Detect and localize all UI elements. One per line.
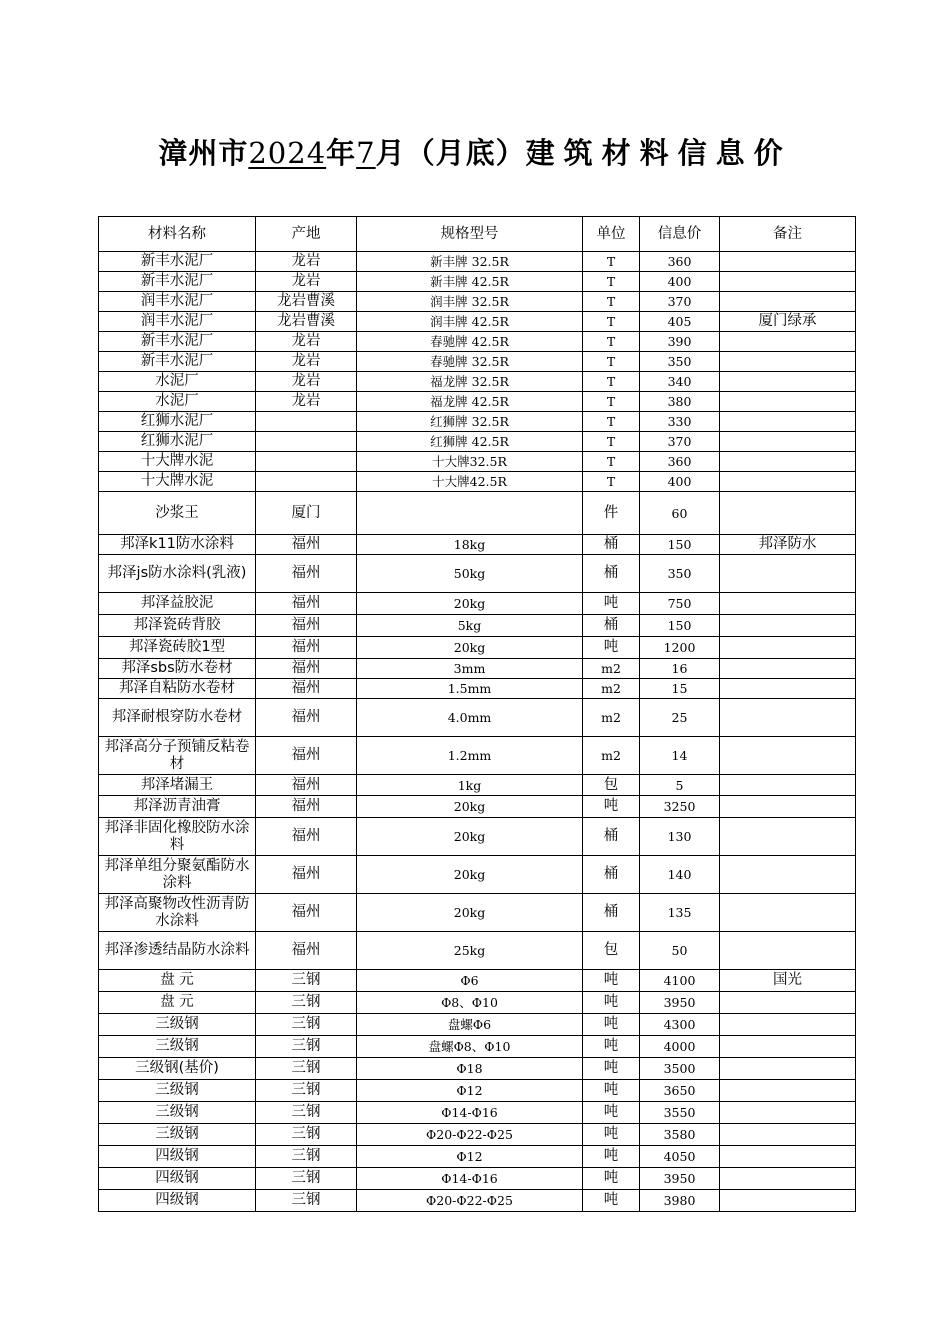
cell-unit: 吨 xyxy=(583,593,640,615)
cell-price: 3980 xyxy=(640,1190,720,1212)
cell-price: 350 xyxy=(640,555,720,593)
table-row xyxy=(99,292,856,312)
cell-spec: 20kg xyxy=(357,818,583,856)
cell-origin: 福州 xyxy=(256,637,357,659)
table-row xyxy=(99,272,856,292)
title-rest: 月（月底） xyxy=(375,136,526,170)
cell-note xyxy=(720,1036,856,1058)
table-row xyxy=(99,555,856,593)
table-row xyxy=(99,1124,856,1146)
cell-spec: 盘螺Φ8、Φ10 xyxy=(357,1036,583,1058)
cell-note xyxy=(720,472,856,492)
cell-spec: 盘螺Φ6 xyxy=(357,1014,583,1036)
cell-spec: Φ6 xyxy=(357,970,583,992)
cell-name: 三级钢(基价) xyxy=(99,1058,256,1080)
cell-note xyxy=(720,737,856,775)
cell-note xyxy=(720,432,856,452)
cell-unit: T xyxy=(583,332,640,352)
cell-unit: T xyxy=(583,432,640,452)
table-row xyxy=(99,970,856,992)
cell-name: 盘 元 xyxy=(99,970,256,992)
cell-origin: 福州 xyxy=(256,535,357,555)
table-row xyxy=(99,472,856,492)
cell-unit: m2 xyxy=(583,737,640,775)
cell-unit: 吨 xyxy=(583,1168,640,1190)
cell-price: 3550 xyxy=(640,1102,720,1124)
cell-origin xyxy=(256,472,357,492)
cell-name: 沙浆王 xyxy=(99,492,256,535)
cell-unit: 桶 xyxy=(583,818,640,856)
cell-note xyxy=(720,637,856,659)
cell-origin: 三钢 xyxy=(256,1146,357,1168)
table-row xyxy=(99,412,856,432)
cell-price: 340 xyxy=(640,372,720,392)
cell-price: 370 xyxy=(640,292,720,312)
cell-note xyxy=(720,894,856,932)
cell-name: 三级钢 xyxy=(99,1014,256,1036)
cell-name: 邦泽高分子预铺反粘卷材 xyxy=(99,737,256,775)
cell-origin: 龙岩 xyxy=(256,252,357,272)
table-row xyxy=(99,312,856,332)
cell-spec: 福龙牌 32.5R xyxy=(357,372,583,392)
cell-origin: 福州 xyxy=(256,699,357,737)
table-row xyxy=(99,1190,856,1212)
cell-origin: 三钢 xyxy=(256,1058,357,1080)
table-row xyxy=(99,1080,856,1102)
cell-note xyxy=(720,1146,856,1168)
table-row xyxy=(99,452,856,472)
cell-price: 4050 xyxy=(640,1146,720,1168)
cell-origin: 福州 xyxy=(256,555,357,593)
cell-unit: 吨 xyxy=(583,1080,640,1102)
cell-price: 350 xyxy=(640,352,720,372)
cell-origin xyxy=(256,452,357,472)
header-cell: 产地 xyxy=(256,217,357,252)
cell-price: 50 xyxy=(640,932,720,970)
cell-price: 16 xyxy=(640,659,720,679)
table-row xyxy=(99,856,856,894)
cell-unit: T xyxy=(583,412,640,432)
table-row xyxy=(99,1036,856,1058)
table-row xyxy=(99,659,856,679)
cell-origin: 三钢 xyxy=(256,1168,357,1190)
cell-unit: 吨 xyxy=(583,1102,640,1124)
title-spaced: 建筑材料信息价 xyxy=(525,136,792,170)
cell-note xyxy=(720,1014,856,1036)
cell-unit: 桶 xyxy=(583,894,640,932)
cell-origin: 福州 xyxy=(256,737,357,775)
cell-unit: m2 xyxy=(583,699,640,737)
cell-spec: 红狮牌 42.5R xyxy=(357,432,583,452)
table-row xyxy=(99,818,856,856)
cell-name: 新丰水泥厂 xyxy=(99,352,256,372)
cell-unit: T xyxy=(583,352,640,372)
cell-spec: 润丰牌 42.5R xyxy=(357,312,583,332)
cell-price: 405 xyxy=(640,312,720,332)
cell-note: 国光 xyxy=(720,970,856,992)
cell-name: 邦泽k11防水涂料 xyxy=(99,535,256,555)
table-row xyxy=(99,535,856,555)
cell-unit: m2 xyxy=(583,659,640,679)
cell-price: 3250 xyxy=(640,796,720,818)
table-row xyxy=(99,1102,856,1124)
cell-name: 红狮水泥厂 xyxy=(99,432,256,452)
cell-name: 邦泽单组分聚氨酯防水涂料 xyxy=(99,856,256,894)
price-table xyxy=(98,216,856,1212)
cell-note xyxy=(720,659,856,679)
cell-origin: 福州 xyxy=(256,679,357,699)
cell-unit: 吨 xyxy=(583,1190,640,1212)
cell-spec: 4.0mm xyxy=(357,699,583,737)
cell-name: 邦泽堵漏王 xyxy=(99,775,256,796)
table-row xyxy=(99,894,856,932)
cell-spec: Φ18 xyxy=(357,1058,583,1080)
cell-origin: 厦门 xyxy=(256,492,357,535)
cell-name: 邦泽瓷砖背胶 xyxy=(99,615,256,637)
cell-unit: 吨 xyxy=(583,637,640,659)
cell-origin: 福州 xyxy=(256,659,357,679)
cell-name: 新丰水泥厂 xyxy=(99,252,256,272)
table-row xyxy=(99,1146,856,1168)
cell-origin: 龙岩曹溪 xyxy=(256,292,357,312)
cell-unit: 吨 xyxy=(583,796,640,818)
cell-spec: 50kg xyxy=(357,555,583,593)
cell-unit: T xyxy=(583,452,640,472)
table-body xyxy=(99,252,856,1212)
cell-origin: 福州 xyxy=(256,796,357,818)
cell-unit: T xyxy=(583,392,640,412)
cell-unit: T xyxy=(583,372,640,392)
cell-note xyxy=(720,492,856,535)
cell-origin: 三钢 xyxy=(256,1124,357,1146)
cell-note xyxy=(720,452,856,472)
cell-note xyxy=(720,372,856,392)
cell-note xyxy=(720,1124,856,1146)
cell-name: 十大牌水泥 xyxy=(99,452,256,472)
cell-price: 60 xyxy=(640,492,720,535)
cell-name: 三级钢 xyxy=(99,1080,256,1102)
cell-note xyxy=(720,775,856,796)
cell-name: 水泥厂 xyxy=(99,392,256,412)
title-month: 7 xyxy=(356,136,376,170)
table-row xyxy=(99,372,856,392)
table-row xyxy=(99,992,856,1014)
cell-note xyxy=(720,1190,856,1212)
page-title xyxy=(0,131,950,175)
cell-spec: 20kg xyxy=(357,796,583,818)
table-row xyxy=(99,796,856,818)
cell-price: 3950 xyxy=(640,1168,720,1190)
cell-name: 红狮水泥厂 xyxy=(99,412,256,432)
cell-price: 380 xyxy=(640,392,720,412)
cell-name: 邦泽自粘防水卷材 xyxy=(99,679,256,699)
cell-note xyxy=(720,412,856,432)
cell-price: 390 xyxy=(640,332,720,352)
cell-price: 130 xyxy=(640,818,720,856)
cell-price: 3950 xyxy=(640,992,720,1014)
cell-price: 5 xyxy=(640,775,720,796)
header-cell: 规格型号 xyxy=(357,217,583,252)
table-row xyxy=(99,932,856,970)
cell-price: 330 xyxy=(640,412,720,432)
cell-unit: 桶 xyxy=(583,555,640,593)
cell-unit: 吨 xyxy=(583,1146,640,1168)
cell-origin: 三钢 xyxy=(256,1080,357,1102)
table-row xyxy=(99,679,856,699)
cell-name: 邦泽瓷砖胶1型 xyxy=(99,637,256,659)
table-row xyxy=(99,432,856,452)
cell-origin: 福州 xyxy=(256,615,357,637)
cell-unit: 桶 xyxy=(583,535,640,555)
cell-spec: Φ20-Φ22-Φ25 xyxy=(357,1190,583,1212)
cell-price: 360 xyxy=(640,252,720,272)
cell-name: 邦泽sbs防水卷材 xyxy=(99,659,256,679)
cell-note: 邦泽防水 xyxy=(720,535,856,555)
cell-unit: T xyxy=(583,252,640,272)
cell-note xyxy=(720,272,856,292)
cell-price: 3650 xyxy=(640,1080,720,1102)
cell-note xyxy=(720,796,856,818)
cell-spec: 20kg xyxy=(357,637,583,659)
cell-note xyxy=(720,332,856,352)
title-year-suffix: 年 xyxy=(326,136,357,170)
table-row xyxy=(99,593,856,615)
cell-spec: 5kg xyxy=(357,615,583,637)
cell-unit: 吨 xyxy=(583,1014,640,1036)
cell-price: 400 xyxy=(640,472,720,492)
cell-origin: 三钢 xyxy=(256,1190,357,1212)
cell-name: 三级钢 xyxy=(99,1124,256,1146)
cell-spec: 1.2mm xyxy=(357,737,583,775)
cell-origin: 龙岩曹溪 xyxy=(256,312,357,332)
table-row xyxy=(99,699,856,737)
cell-price: 140 xyxy=(640,856,720,894)
cell-price: 370 xyxy=(640,432,720,452)
header-cell: 备注 xyxy=(720,217,856,252)
cell-spec: 1.5mm xyxy=(357,679,583,699)
cell-spec: 十大牌42.5R xyxy=(357,472,583,492)
cell-note xyxy=(720,1080,856,1102)
cell-note xyxy=(720,1102,856,1124)
cell-price: 150 xyxy=(640,615,720,637)
cell-spec: 20kg xyxy=(357,593,583,615)
cell-spec: Φ8、Φ10 xyxy=(357,992,583,1014)
cell-price: 4300 xyxy=(640,1014,720,1036)
cell-name: 润丰水泥厂 xyxy=(99,292,256,312)
table-row xyxy=(99,775,856,796)
cell-price: 135 xyxy=(640,894,720,932)
cell-name: 润丰水泥厂 xyxy=(99,312,256,332)
cell-price: 14 xyxy=(640,737,720,775)
table-row xyxy=(99,332,856,352)
cell-name: 四级钢 xyxy=(99,1168,256,1190)
cell-unit: T xyxy=(583,292,640,312)
cell-price: 15 xyxy=(640,679,720,699)
cell-origin: 龙岩 xyxy=(256,372,357,392)
header-cell: 材料名称 xyxy=(99,217,256,252)
cell-spec: 新丰牌 32.5R xyxy=(357,252,583,272)
cell-note xyxy=(720,1168,856,1190)
cell-unit: 包 xyxy=(583,775,640,796)
cell-origin xyxy=(256,432,357,452)
cell-unit: 桶 xyxy=(583,615,640,637)
cell-price: 400 xyxy=(640,272,720,292)
cell-origin: 福州 xyxy=(256,856,357,894)
cell-spec: 春驰牌 42.5R xyxy=(357,332,583,352)
cell-spec: Φ12 xyxy=(357,1146,583,1168)
cell-note xyxy=(720,352,856,372)
cell-note xyxy=(720,593,856,615)
cell-origin: 龙岩 xyxy=(256,332,357,352)
header-cell: 单位 xyxy=(583,217,640,252)
cell-price: 150 xyxy=(640,535,720,555)
cell-name: 水泥厂 xyxy=(99,372,256,392)
cell-origin: 福州 xyxy=(256,775,357,796)
cell-name: 十大牌水泥 xyxy=(99,472,256,492)
header-cell: 信息价 xyxy=(640,217,720,252)
cell-unit: m2 xyxy=(583,679,640,699)
cell-unit: 包 xyxy=(583,932,640,970)
cell-spec: Φ14-Φ16 xyxy=(357,1102,583,1124)
cell-name: 盘 元 xyxy=(99,992,256,1014)
cell-name: 邦泽益胶泥 xyxy=(99,593,256,615)
cell-origin: 三钢 xyxy=(256,970,357,992)
cell-spec: 十大牌32.5R xyxy=(357,452,583,472)
cell-price: 3580 xyxy=(640,1124,720,1146)
cell-origin: 三钢 xyxy=(256,1014,357,1036)
cell-origin: 龙岩 xyxy=(256,392,357,412)
cell-price: 1200 xyxy=(640,637,720,659)
table-row xyxy=(99,1168,856,1190)
cell-name: 新丰水泥厂 xyxy=(99,332,256,352)
cell-unit: 吨 xyxy=(583,1036,640,1058)
table-row xyxy=(99,352,856,372)
cell-origin: 福州 xyxy=(256,818,357,856)
cell-price: 360 xyxy=(640,452,720,472)
cell-spec: Φ14-Φ16 xyxy=(357,1168,583,1190)
cell-spec xyxy=(357,492,583,535)
cell-origin: 龙岩 xyxy=(256,272,357,292)
table-row xyxy=(99,737,856,775)
cell-unit: 吨 xyxy=(583,992,640,1014)
table-row xyxy=(99,1058,856,1080)
cell-spec: 1kg xyxy=(357,775,583,796)
cell-name: 三级钢 xyxy=(99,1102,256,1124)
cell-spec: 25kg xyxy=(357,932,583,970)
cell-unit: T xyxy=(583,312,640,332)
cell-name: 新丰水泥厂 xyxy=(99,272,256,292)
cell-spec: 福龙牌 42.5R xyxy=(357,392,583,412)
cell-origin: 福州 xyxy=(256,593,357,615)
cell-name: 四级钢 xyxy=(99,1190,256,1212)
cell-price: 25 xyxy=(640,699,720,737)
table-header-row xyxy=(99,217,856,252)
cell-note xyxy=(720,555,856,593)
cell-note xyxy=(720,992,856,1014)
cell-spec: 润丰牌 32.5R xyxy=(357,292,583,312)
table-row xyxy=(99,637,856,659)
cell-note xyxy=(720,1058,856,1080)
cell-name: 三级钢 xyxy=(99,1036,256,1058)
table-row xyxy=(99,1014,856,1036)
table-row xyxy=(99,392,856,412)
cell-spec: 红狮牌 32.5R xyxy=(357,412,583,432)
cell-price: 3500 xyxy=(640,1058,720,1080)
cell-note xyxy=(720,818,856,856)
cell-note xyxy=(720,252,856,272)
title-year: 2024 xyxy=(248,136,327,170)
cell-unit: T xyxy=(583,272,640,292)
cell-unit: 件 xyxy=(583,492,640,535)
cell-unit: 桶 xyxy=(583,856,640,894)
cell-price: 4100 xyxy=(640,970,720,992)
cell-note xyxy=(720,932,856,970)
cell-spec: 3mm xyxy=(357,659,583,679)
cell-origin xyxy=(256,412,357,432)
cell-name: 邦泽耐根穿防水卷材 xyxy=(99,699,256,737)
cell-note xyxy=(720,699,856,737)
cell-origin: 三钢 xyxy=(256,1036,357,1058)
cell-origin: 福州 xyxy=(256,932,357,970)
cell-note: 厦门绿承 xyxy=(720,312,856,332)
cell-spec: 20kg xyxy=(357,894,583,932)
cell-note xyxy=(720,392,856,412)
cell-unit: T xyxy=(583,472,640,492)
table-row xyxy=(99,492,856,535)
cell-spec: 20kg xyxy=(357,856,583,894)
cell-price: 750 xyxy=(640,593,720,615)
cell-spec: 春驰牌 32.5R xyxy=(357,352,583,372)
cell-unit: 吨 xyxy=(583,1124,640,1146)
cell-spec: 18kg xyxy=(357,535,583,555)
title-prefix: 漳州市 xyxy=(158,136,249,170)
cell-name: 邦泽渗透结晶防水涂料 xyxy=(99,932,256,970)
cell-spec: Φ20-Φ22-Φ25 xyxy=(357,1124,583,1146)
cell-note xyxy=(720,615,856,637)
cell-origin: 三钢 xyxy=(256,1102,357,1124)
cell-origin: 福州 xyxy=(256,894,357,932)
table-row xyxy=(99,252,856,272)
cell-spec: Φ12 xyxy=(357,1080,583,1102)
cell-name: 邦泽高聚物改性沥青防水涂料 xyxy=(99,894,256,932)
cell-name: 四级钢 xyxy=(99,1146,256,1168)
cell-unit: 吨 xyxy=(583,970,640,992)
cell-note xyxy=(720,679,856,699)
cell-note xyxy=(720,856,856,894)
cell-spec: 新丰牌 42.5R xyxy=(357,272,583,292)
cell-name: 邦泽非固化橡胶防水涂料 xyxy=(99,818,256,856)
cell-price: 4000 xyxy=(640,1036,720,1058)
cell-origin: 三钢 xyxy=(256,992,357,1014)
cell-name: 邦泽沥青油膏 xyxy=(99,796,256,818)
table-row xyxy=(99,615,856,637)
cell-name: 邦泽js防水涂料(乳液) xyxy=(99,555,256,593)
cell-unit: 吨 xyxy=(583,1058,640,1080)
cell-origin: 龙岩 xyxy=(256,352,357,372)
cell-note xyxy=(720,292,856,312)
